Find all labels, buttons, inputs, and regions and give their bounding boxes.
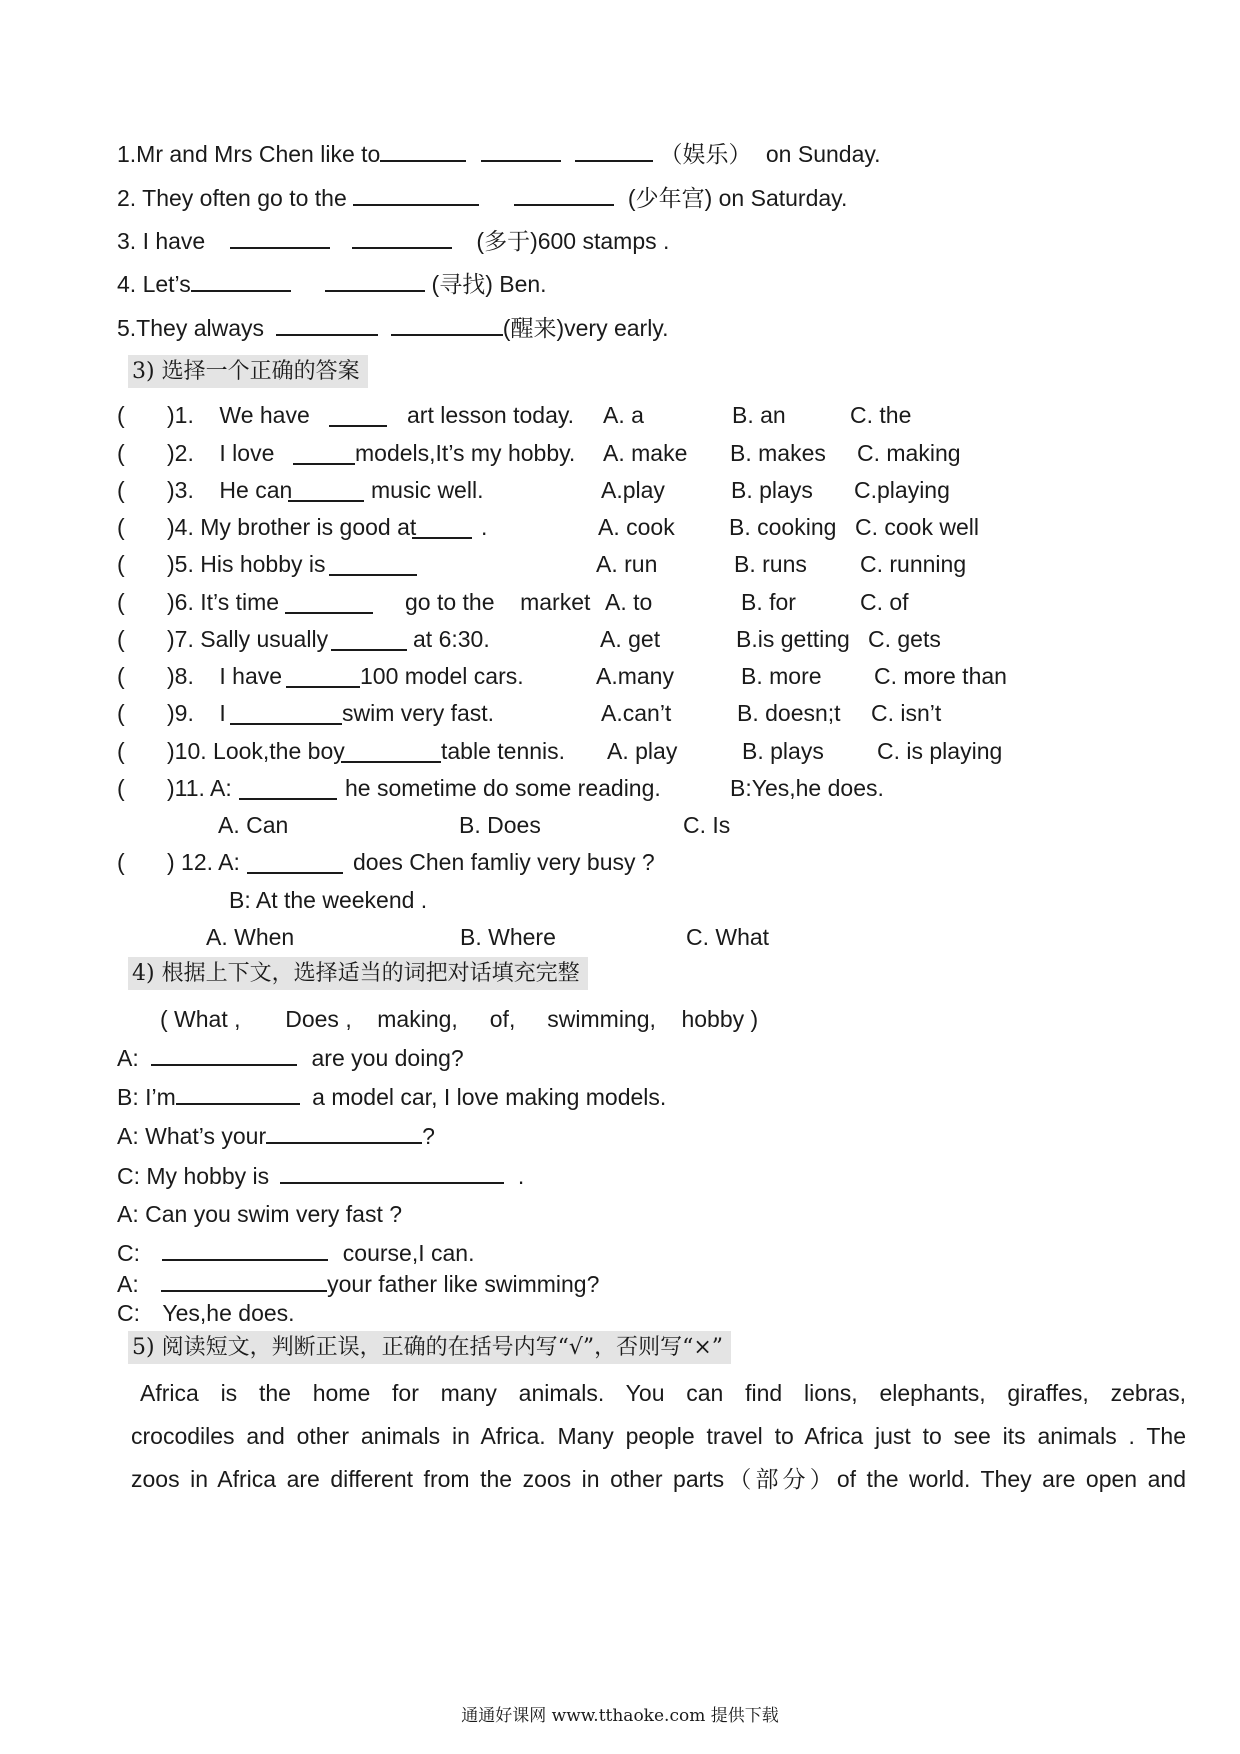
item-text: )11. A:: [167, 775, 232, 801]
answer-blank[interactable]: [341, 741, 441, 763]
answer-blank[interactable]: [176, 1083, 300, 1105]
item-text: ) 12. A:: [167, 849, 240, 875]
chinese-hint: （娱乐）: [659, 141, 752, 167]
option-a[interactable]: A. Can: [218, 812, 289, 838]
mc-item: [117, 624, 941, 654]
option-a[interactable]: A. run: [596, 551, 658, 577]
dialog-line: [117, 1082, 666, 1112]
speaker: C:: [117, 1240, 140, 1266]
dialog-text: .: [517, 1163, 525, 1189]
item-text: )8. I have: [167, 663, 283, 689]
reply-text: B: At the weekend .: [229, 887, 428, 913]
answer-paren[interactable]: (: [117, 440, 125, 466]
answer-blank[interactable]: [239, 778, 337, 800]
dialog-line: [117, 1199, 402, 1229]
item-text: at 6:30.: [413, 626, 490, 652]
item-text: music well.: [371, 477, 484, 503]
answer-blank[interactable]: [293, 443, 355, 465]
option-c[interactable]: C. is playing: [877, 738, 1003, 764]
option-b[interactable]: B. doesn;t: [737, 700, 841, 726]
item-text: )9. I: [167, 700, 226, 726]
page-footer: 通通好课网 www.tthaoke.com 提供下载: [461, 1706, 779, 1726]
speaker: A: What’s your: [117, 1123, 267, 1149]
answer-paren[interactable]: (: [117, 626, 125, 652]
option-c[interactable]: C. more than: [874, 663, 1007, 689]
mc-item: [117, 736, 1003, 766]
speaker: B: I’m: [117, 1084, 176, 1110]
answer-paren[interactable]: (: [117, 775, 125, 801]
item-text: .: [481, 514, 488, 540]
item-text: )3. He can: [167, 477, 293, 503]
answer-blank[interactable]: [286, 666, 360, 688]
answer-blank[interactable]: [329, 405, 387, 427]
option-c[interactable]: C. making: [857, 440, 961, 466]
item-text: 2. They often go to the: [117, 185, 347, 211]
dialog-text: Yes,he does.: [162, 1300, 295, 1326]
item-text: he sometime do some reading.: [345, 775, 661, 801]
speaker: A:: [117, 1045, 139, 1071]
fill-item-4: [117, 269, 547, 299]
mc-item: [117, 661, 1007, 691]
item-text: )5. His hobby is: [167, 551, 326, 577]
answer-blank[interactable]: [280, 1162, 504, 1184]
option-a[interactable]: A. get: [600, 626, 661, 652]
section-5-heading: 5) 阅读短文，判断正误，正确的在括号内写“√”，否则写“×”: [128, 1331, 731, 1364]
fill-item-3: [117, 226, 669, 256]
item-text: does Chen famliy very busy ?: [353, 849, 655, 875]
item-text: )10. Look,the boy: [167, 738, 345, 764]
item-text: )2. I love: [167, 440, 275, 466]
mc-item: [117, 475, 950, 505]
dialog-line: [117, 1238, 474, 1268]
answer-blank[interactable]: [230, 227, 330, 249]
answer-paren[interactable]: (: [117, 700, 125, 726]
dialog-text: are you doing?: [311, 1045, 464, 1071]
option-b[interactable]: B. plays: [731, 477, 813, 503]
answer-blank[interactable]: [353, 184, 479, 206]
item-text: )7. Sally usually: [167, 626, 329, 652]
mc-item-12: [117, 847, 655, 877]
option-c[interactable]: C. What: [686, 924, 770, 950]
item-text: go to the market: [405, 589, 591, 615]
answer-blank[interactable]: [514, 184, 614, 206]
item-text: art lesson today.: [407, 402, 575, 428]
option-b[interactable]: B. plays: [742, 738, 824, 764]
answer-blank[interactable]: [412, 517, 472, 539]
option-a[interactable]: A. play: [607, 738, 678, 764]
speaker: A: Can you swim very fast ?: [117, 1201, 403, 1227]
dialog-text: ?: [422, 1123, 435, 1149]
mc-item: [117, 549, 967, 579]
answer-blank[interactable]: [276, 314, 378, 336]
option-b[interactable]: B. Where: [460, 924, 556, 950]
option-a[interactable]: A. When: [206, 924, 295, 950]
passage-line: crocodiles and other animals in Africa. Many people travel to Africa just to see its animals . The: [131, 1423, 1186, 1449]
option-a[interactable]: A. to: [605, 589, 653, 615]
item-text: 1.Mr and Mrs Chen like to: [117, 141, 381, 167]
chinese-hint: (醒来)very early.: [502, 315, 669, 341]
speaker: C: My hobby is: [117, 1163, 270, 1189]
mc-item: [117, 698, 942, 728]
answer-blank[interactable]: [325, 270, 425, 292]
answer-blank[interactable]: [191, 270, 291, 292]
answer-blank[interactable]: [329, 554, 417, 576]
item-text: swim very fast.: [342, 700, 495, 726]
answer-blank[interactable]: [151, 1044, 297, 1066]
option-c[interactable]: C. Is: [683, 812, 731, 838]
answer-paren[interactable]: (: [117, 514, 125, 540]
answer-blank[interactable]: [266, 1122, 422, 1144]
answer-blank[interactable]: [162, 1239, 328, 1261]
mc-item: [117, 512, 979, 542]
dialog-line: [117, 1161, 524, 1191]
chinese-hint: (多于)600 stamps .: [476, 228, 670, 254]
option-c[interactable]: C. gets: [868, 626, 941, 652]
option-b[interactable]: B.is getting: [736, 626, 850, 652]
item-text: models,It’s my hobby.: [355, 440, 576, 466]
item-text: on Sunday.: [765, 141, 881, 167]
answer-blank[interactable]: [391, 314, 503, 336]
dialog-text: your father like swimming?: [327, 1271, 600, 1297]
item-text: 5.They always: [117, 315, 265, 341]
dialog-line: [117, 1298, 295, 1328]
passage-line: Africa is the home for many animals. You can find lions, elephants, giraffes, zebras,: [140, 1380, 1186, 1406]
item-text: 3. I have: [117, 228, 206, 254]
mc-item: [117, 438, 961, 468]
option-a[interactable]: A.play: [601, 477, 665, 503]
option-c[interactable]: C. of: [860, 589, 909, 615]
answer-paren[interactable]: (: [117, 402, 125, 428]
fill-item-1: [117, 139, 881, 169]
option-b[interactable]: B. an: [732, 402, 786, 428]
answer-paren[interactable]: (: [117, 477, 125, 503]
section-4-heading: 4) 根据上下文，选择适当的词把对话填充完整: [128, 957, 588, 990]
answer-blank[interactable]: [331, 629, 407, 651]
option-a[interactable]: A.can’t: [601, 700, 672, 726]
section-3-heading: 3) 选择一个正确的答案: [128, 355, 368, 388]
answer-blank[interactable]: [247, 852, 343, 874]
option-a[interactable]: A. make: [603, 440, 688, 466]
item-text: 4. Let’s: [117, 271, 191, 297]
chinese-hint: (少年宫) on Saturday.: [627, 185, 848, 211]
answer-paren[interactable]: (: [117, 551, 125, 577]
option-c[interactable]: C. running: [860, 551, 967, 577]
item-text: )4. My brother is good at: [167, 514, 417, 540]
mc-item-11: [117, 773, 884, 803]
option-b[interactable]: B. more: [741, 663, 822, 689]
option-b[interactable]: B. makes: [730, 440, 826, 466]
dialog-line: [117, 1269, 599, 1299]
option-c[interactable]: C. the: [850, 402, 912, 428]
option-a[interactable]: A. a: [603, 402, 644, 428]
fill-item-2: [117, 183, 847, 213]
passage-line: zoos in Africa are different from the zoos in other parts（部分）of the world. They are open and: [131, 1466, 1186, 1492]
option-b[interactable]: B. runs: [734, 551, 807, 577]
answer-blank[interactable]: [285, 592, 373, 614]
option-b[interactable]: B. Does: [459, 812, 541, 838]
answer-paren[interactable]: (: [117, 589, 125, 615]
option-b[interactable]: B. for: [741, 589, 796, 615]
option-c[interactable]: C. isn’t: [871, 700, 942, 726]
dialog-text: a model car, I love making models.: [312, 1084, 667, 1110]
item-text: table tennis.: [441, 738, 566, 764]
mc-item: [117, 587, 909, 617]
item-text: )6. It’s time: [167, 589, 280, 615]
answer-blank[interactable]: [230, 703, 342, 725]
answer-blank[interactable]: [380, 140, 466, 162]
answer-blank[interactable]: [481, 140, 561, 162]
option-a[interactable]: A.many: [596, 663, 674, 689]
answer-blank[interactable]: [161, 1270, 327, 1292]
item-text: 100 model cars.: [360, 663, 524, 689]
chinese-hint: (寻找) Ben.: [431, 271, 547, 297]
option-b[interactable]: B. cooking: [729, 514, 837, 540]
speaker: C:: [117, 1300, 140, 1326]
option-c[interactable]: C.playing: [854, 477, 950, 503]
reading-passage: [131, 1372, 1186, 1501]
speaker: A:: [117, 1271, 139, 1297]
reply-text: B:Yes,he does.: [730, 775, 884, 801]
dialog-text: course,I can.: [342, 1240, 475, 1266]
mc-item: [117, 400, 912, 430]
answer-blank[interactable]: [352, 227, 452, 249]
dialog-line: [117, 1121, 435, 1151]
word-bank: ( What , Does , making, of, swimming, hobby ): [160, 1006, 759, 1032]
dialog-line: [117, 1043, 464, 1073]
option-a[interactable]: A. cook: [598, 514, 675, 540]
answer-paren[interactable]: (: [117, 738, 125, 764]
answer-paren[interactable]: (: [117, 849, 125, 875]
answer-blank[interactable]: [288, 480, 364, 502]
answer-blank[interactable]: [575, 140, 653, 162]
fill-item-5: [117, 313, 669, 343]
option-c[interactable]: C. cook well: [855, 514, 979, 540]
answer-paren[interactable]: (: [117, 663, 125, 689]
item-text: )1. We have: [167, 402, 310, 428]
